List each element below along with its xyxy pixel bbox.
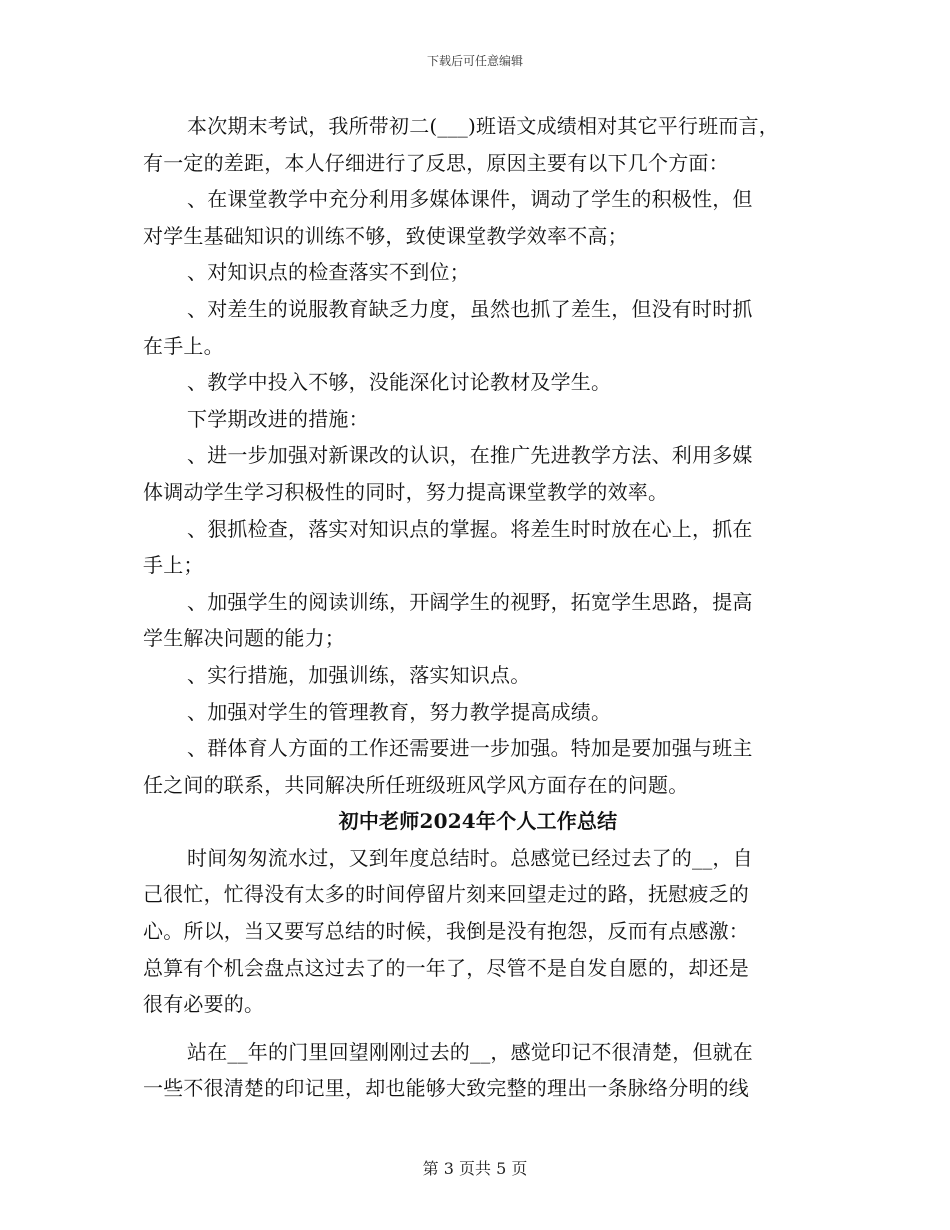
text-line: 站在__年的门里回望刚刚过去的__，感觉印记不很清楚，但就在 bbox=[187, 1039, 753, 1064]
text-line: 、教学中投入不够，没能深化讨论教材及学生。 bbox=[187, 370, 612, 395]
text-line: 很有必要的。 bbox=[143, 992, 265, 1017]
text-line: 有一定的差距，本人仔细进行了反思，原因主要有以下几个方面： bbox=[143, 150, 729, 175]
text-line: 、狠抓检查，落实对知识点的掌握。将差生时时放在心上，抓在 bbox=[187, 516, 753, 541]
text-line: 学生解决问题的能力； bbox=[143, 626, 345, 651]
text-line: 、在课堂教学中充分利用多媒体课件，调动了学生的积极性，但 bbox=[187, 187, 753, 212]
paragraph-gap bbox=[143, 1023, 803, 1034]
text-line: 、加强学生的阅读训练，开阔学生的视野，拓宽学生思路，提高 bbox=[187, 589, 753, 614]
text-line: 总算有个机会盘点这过去了的一年了，尽管不是自发自愿的，却还是 bbox=[143, 955, 749, 980]
text-line: 手上； bbox=[143, 553, 204, 578]
paragraph-block-2 bbox=[143, 840, 803, 1023]
text-line: 、实行措施，加强训练，落实知识点。 bbox=[187, 662, 531, 687]
text-line: 下学期改进的措施： bbox=[187, 406, 369, 431]
text-line: 、对差生的说服教育缺乏力度，虽然也抓了差生，但没有时时抓 bbox=[187, 296, 753, 321]
page-footer: 第 3 页共 5 页 bbox=[422, 1159, 528, 1178]
document-body bbox=[143, 108, 803, 1107]
text-line: 一些不很清楚的印记里，却也能够大致完整的理出一条脉络分明的线 bbox=[143, 1076, 749, 1101]
text-line: 、对知识点的检查落实不到位； bbox=[187, 260, 470, 285]
page-header: 下载后可任意编辑 bbox=[426, 54, 523, 68]
text-line: 本次期末考试，我所带初二(___)班语文成绩相对其它平行班而言， bbox=[187, 114, 780, 138]
text-line: 、群体育人方面的工作还需要进一步加强。特加是要加强与班主 bbox=[187, 736, 753, 761]
paragraph-block-3 bbox=[143, 1034, 803, 1107]
text-line: 在手上。 bbox=[143, 333, 224, 358]
text-line: 体调动学生学习积极性的同时，努力提高课堂教学的效率。 bbox=[143, 479, 669, 504]
text-line: 时间匆匆流水过，又到年度总结时。总感觉已经过去了的__，自 bbox=[187, 845, 753, 870]
text-line: 任之间的联系，共同解决所任班级班风学风方面存在的问题。 bbox=[143, 772, 689, 797]
section-title: 初中老师2024年个人工作总结 bbox=[338, 809, 618, 834]
paragraph-block-1 bbox=[143, 108, 803, 803]
text-line: 心。所以，当又要写总结的时候，我倒是没有抱怨，反而有点感激： bbox=[143, 919, 749, 944]
text-line: 己很忙，忙得没有太多的时间停留片刻来回望走过的路，抚慰疲乏的 bbox=[143, 882, 749, 907]
text-line: 对学生基础知识的训练不够，致使课堂教学效率不高； bbox=[143, 223, 628, 248]
text-line: 、进一步加强对新课改的认识，在推广先进教学方法、利用多媒 bbox=[187, 443, 753, 468]
text-line: 、加强对学生的管理教育，努力教学提高成绩。 bbox=[187, 699, 612, 724]
